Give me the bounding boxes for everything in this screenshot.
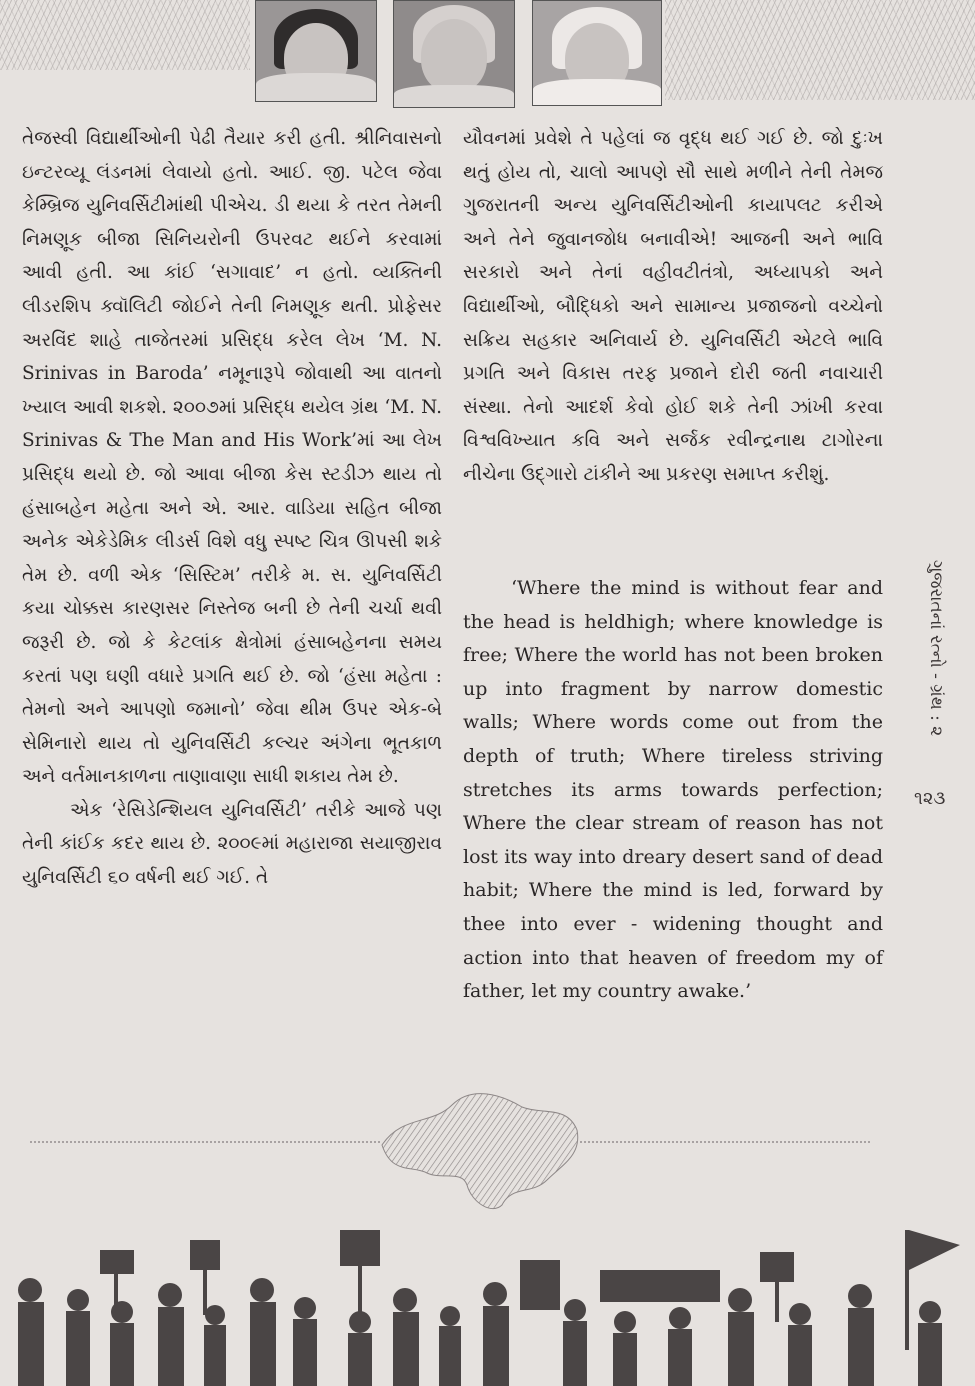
left-paragraph-1: તેજસ્વી વિદ્યાર્થીઓની પેઢી તૈયાર કરી હતી. શ્રીનિવાસનો ઇન્ટરવ્યૂ લંડનમાં લેવાયો હતો. આઈ. જી. પટેલ જેવા કેમ્બ્રિજ યુનિવર્સિટીમાંથી પીએચ. ડી થયા કે તરત તેમની નિમણૂક બીજા સિનિયરોની ઉપરવટ થઈને કરવામાં આવી હતી. આ કાંઈ ‘સગાવાદ’ ન હતો. વ્યક્તિની લીડરશિપ ક્વૉલિટી જોઈને તેની નિમણૂક થતી. પ્રોફેસર અરવિંદ શાહે તાજેતરમાં પ્રસિદ્ધ કરેલ લેખ ‘M. N. Srinivas in Baroda’ નમૂનારૂપે જોવાથી આ વાતનો ખ્યાલ આવી શકશે. ૨૦૦૭માં પ્રસિદ્ધ થયેલ ગ્રંથ ‘M. N. Srinivas & The Man and His Work’માં આ લેખ પ્રસિદ્ધ થયો છે. જો આવા બીજા કેસ સ્ટડીઝ થાય તો હંસાબહેન મહેતા અને એ. આર. વાડિયા સહિત બીજા અનેક એકેડેમિક લીડર્સ વિશે વધુ સ્પષ્ટ ચિત્ર ઊપસી શકે તેમ છે. વળી એક ‘સિસ્ટિમ’ તરીકે મ. સ. યુનિવર્સિટી કયા ચોક્કસ કારણસર નિસ્તેજ બની છે તેની ચર્ચા થવી જરૂરી છે. જો કે કેટલાંક ક્ષેત્રોમાં હંસાબહેનના સમય કરતાં પણ ઘણી વધારે પ્રગતિ થઈ છે. જો ‘હંસા મહેતા : તેમનો અને આપણો જમાનો’ જેવા થીમ ઉપર એક-બે સેમિનારો થાય તો યુનિવર્સિટી કલ્ચર અંગેના ભૂતકાળ અને વર્તમાનકાળના તાણાવાણા સાધી શકાય તેમ છે. [22,128,442,788]
portrait-photo-2 [393,0,515,108]
header-sketch-right [665,0,975,100]
divider-line-left [30,1141,380,1143]
right-paragraph-1: યૌવનમાં પ્રવેશે તે પહેલાં જ વૃદ્ધ થઈ ગઈ છે. જો દુઃખ થતું હોય તો, ચાલો આપણે સૌ સાથે મળીને તેની તેમજ ગુજરાતની અન્ય યુનિવર્સિટીઓની કાયાપલટ કરીએ અને તેને જુવાનજોધ બનાવીએ! આજની અને ભાવિ સરકારો અને તેનાં વહીવટીતંત્રો, અધ્યાપકો અને વિદ્યાર્થીઓ, બૌદ્ધિકો અને સામાન્ય પ્રજાજનો વચ્ચેનો સક્રિય સહકાર અનિવાર્ય છે. યુનિવર્સિટી એટલે ભાવિ પ્રગતિ અને વિકાસ તરફ પ્રજાને દોરી જતી નવાચારી સંસ્થા. તેનો આદર્શ કેવો હોઈ શકે તેની ઝાંખી કરવા વિશ્વવિખ્યાત કવિ અને સર્જક રવીન્દ્રનાથ ટાગોરના નીચેના ઉદ્ગારો ટાંકીને આ પ્રકરણ સમાપ્ત કરીશું. [463,128,883,485]
gujarat-map-sketch [372,1085,584,1215]
left-paragraph-2: એક ‘રેસિડેન્શિયલ યુનિવર્સિટી’ તરીકે આજે પણ તેની કાંઈક કદર થાય છે. ૨૦૦૯માં મહારાજા સયાજીરાવ યુનિવર્સિટી ૬૦ વર્ષની થઈ ગઈ. તે [22,799,442,889]
divider-line-right [580,1141,870,1143]
tagore-quote: ‘Where the mind is without fear and the head is heldhigh; where knowledge is free; Where the world has not been broken up into fragment by narrow domestic walls; Where words come out from the depth of truth; Where tireless striving stretches its arms towards perfection; Where the clear stream of reason has not lost its way into dreary desert sand of dead habit; Where the mind is led, forward by thee into ever - widening thought and action into that heaven of freedom my of father, let my country awake.’ [463,577,883,1003]
header-sketch-left [0,0,250,70]
portrait-photo-3 [532,0,662,106]
portrait-photo-1 [255,0,377,102]
right-column [463,122,883,492]
running-title: ગુજરાતનાં રત્નો - ગ્રંથ : ૨ [926,559,946,737]
protest-crowd-silhouette [0,1230,975,1386]
page-number: ૧૨૩ [914,788,946,809]
left-column [22,122,442,895]
